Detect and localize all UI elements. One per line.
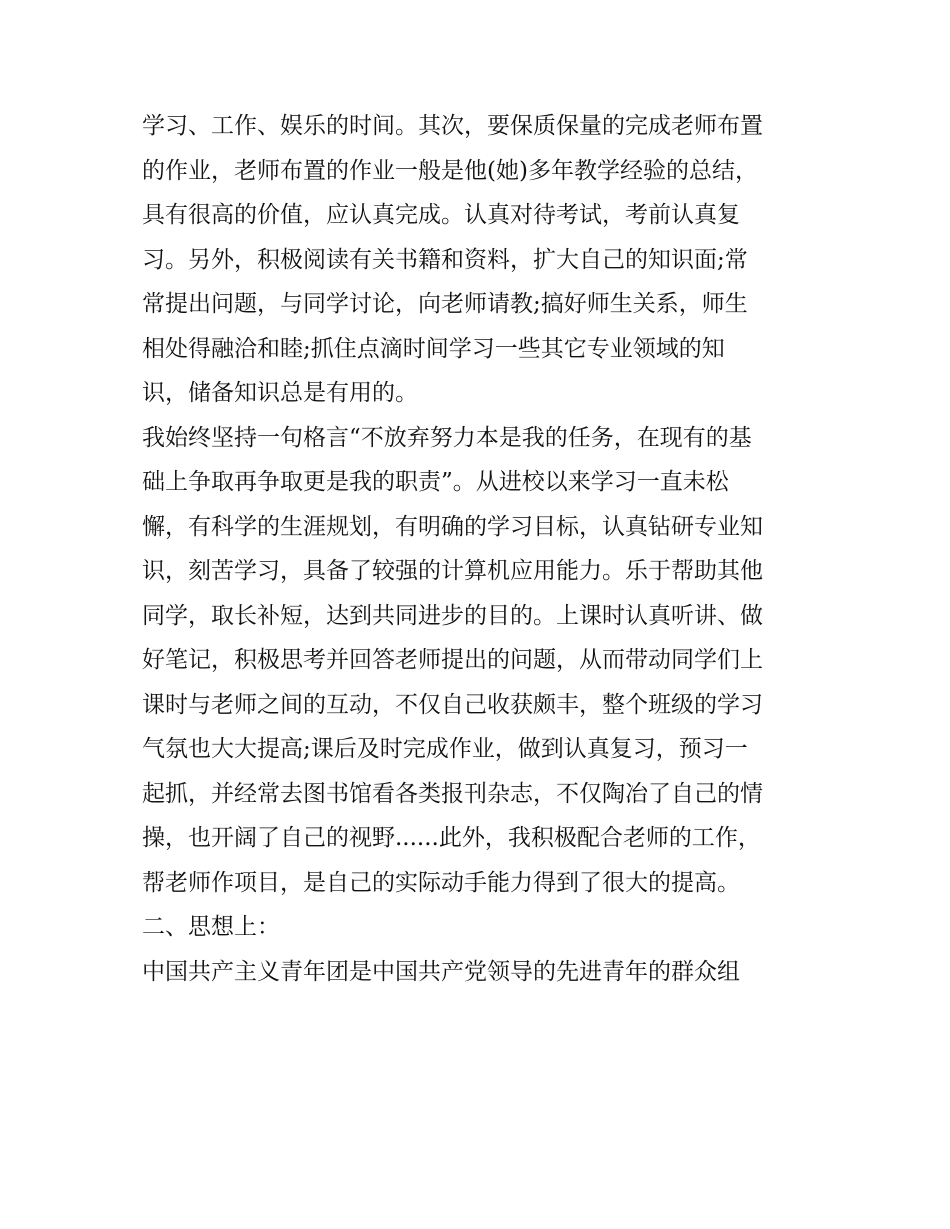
text-line: 我始终坚持一句格言“不放弃努力本是我的任务，在现有的基: [142, 424, 752, 451]
text-line: 础上争取再争取更是我的职责”。从进校以来学习一直未松: [142, 469, 729, 495]
text-line: 同学，取长补短，达到共同进步的目的。上课时认真听讲、做: [142, 602, 763, 629]
text-line: 识，储备知识总是有用的。: [142, 380, 418, 406]
text-line: 习。另外，积极阅读有关书籍和资料，扩大自己的知识面;常: [142, 246, 748, 273]
text-line: 起抓，并经常去图书馆看各类报刊杂志，不仅陶冶了自己的情: [142, 780, 763, 807]
text-line: 识，刻苦学习，具备了较强的计算机应用能力。乐于帮助其他: [142, 558, 763, 584]
text-line: 常提出问题，与同学讨论，向老师请教;搞好师生关系，师生: [142, 291, 748, 317]
text-line: 帮老师作项目，是自己的实际动手能力得到了很大的提高。: [142, 869, 740, 896]
text-line: 中国共产主义青年团是中国共产党领导的先进青年的群众组: [142, 958, 740, 985]
text-line: 好笔记，积极思考并回答老师提出的问题，从而带动同学们上: [142, 647, 763, 673]
body-text: [142, 104, 822, 994]
text-line: 气氛也大大提高;课后及时完成作业，做到认真复习，预习一: [142, 736, 748, 762]
text-line: 具有很高的价值，应认真完成。认真对待考试，考前认真复: [142, 202, 740, 228]
text-line: 相处得融洽和睦;抓住点滴时间学习一些其它专业领域的知: [142, 335, 725, 362]
text-line: 课时与老师之间的互动，不仅自己收获颇丰，整个班级的学习: [142, 691, 763, 718]
section-heading: 二、思想上：: [142, 914, 280, 940]
text-line: 的作业，老师布置的作业一般是他(她)多年教学经验的总结，: [142, 157, 758, 184]
text-line: 操，也开阔了自己的视野......此外，我积极配合老师的工作，: [142, 825, 761, 851]
text-line: 学习、工作、娱乐的时间。其次，要保质保量的完成老师布置: [142, 113, 763, 139]
text-line: 懈，有科学的生涯规划，有明确的学习目标，认真钻研专业知: [142, 513, 763, 540]
